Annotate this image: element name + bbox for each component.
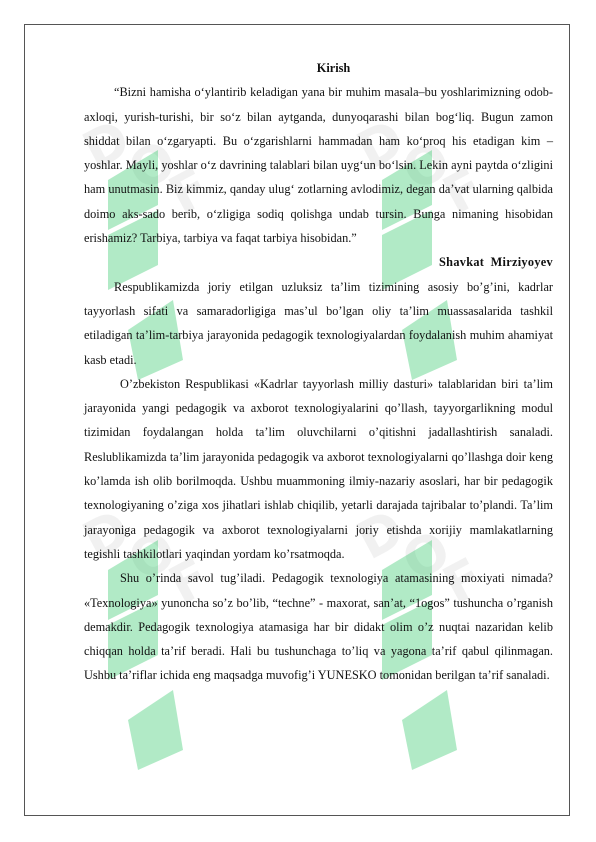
svg-text:F: F xyxy=(159,157,220,227)
document-body xyxy=(84,56,553,688)
epigraph-author: Shavkat Mirziyoyev xyxy=(439,255,553,270)
svg-text:O: O xyxy=(118,129,187,204)
body-paragraph: Respublikamizda joriy etilgan uzluksiz ta’lim tizimining asosiy bo’g’ini, kadrlar tayyorlash sifati va samaradorligiga mas’ul bo’lgan oliy ta’lim muassasalarida tashkil etiladigan ta’lim-tarbiya jarayonida pedagogik texnologiyalardan foydalanish muhim ahamiyat kasb etadi. xyxy=(84,279,553,367)
svg-text:O: O xyxy=(392,129,461,204)
svg-text:D: D xyxy=(73,498,140,572)
svg-text:O: O xyxy=(118,519,187,594)
svg-text:O: O xyxy=(392,519,461,594)
body-paragraph: O’zbekiston Respublikasi «Kadrlar tayyorlash milliy dasturi» talablaridan biri ta’lim jarayonida yangi pedagogik va axborot texnologiyalarini qo’llash, tayyorgarlikning modul tizimidan foydalangan holda ta’lim oluvchilarni o’qitishni jadallashtirish sanaladi. Reslublikamizda ta’lim jarayonida pedagogik va axborot texnologiyalarni qo’llashga doir keng ko’lamda ish olib borilmoqda. Ushbu muammoning ilmiy-nazariy asoslari, har bir pedagogik texnologiyaning o’ziga xos jihatlari ishlab chiqilib, yetarli darajada tajribalar to’plandi. Ta’lim jarayoniga pedagogik va axborot texnologiyalarni joriy etishda xorijiy mamlakatlarning tegishli tashkilotlari yaqindan yordam ko’rsatmoqda. xyxy=(84,376,553,561)
svg-text:D: D xyxy=(347,108,414,182)
svg-text:D: D xyxy=(347,498,414,572)
document-title: Kirish xyxy=(316,61,351,75)
svg-text:F: F xyxy=(159,547,220,617)
svg-text:F: F xyxy=(433,547,494,617)
body-paragraph: Shu o’rinda savol tug’iladi. Pedagogik texnologiya atamasining moxiyati nimada? «Texnologiya» yunoncha so’z bo’lib, “techne” - maxorat, san’at, “1ogos” tushuncha o’rganish demakdir. Pedagogik texnologiya atamasiga har bir didakt olim o’z nuqtai nazaridan kelib chiqqan holda ta’rif beradi. Hali bu tushunchaga to’liq va yagona ta’rif qabul qilinmagan. Ushbu ta’riflar ichida eng maqsadga muvofig’i YUNESKO tomonidan berilgan ta’rif sanaladi. xyxy=(84,571,553,683)
svg-text:F: F xyxy=(433,157,494,227)
epigraph-quote: “Bizni hamisha o‘ylantirib keladigan yana bir muhim masala–bu yoshlarimizning odob-axloqi, yurish-turishi, bir so‘z bilan aytganda, dunyoqarashi bilan bog‘liq. Bugun zamon shiddat bilan o‘zgaryapti. Bu o‘zgarishlarni hammadan ham ko‘proq his etadigan kim – yoshlar. Mayli, yoshlar o‘z davrining talablari bilan uyg‘un bo‘lsin. Lekin ayni paytda o‘zligini ham unutmasin. Biz kimmiz, qanday ulug‘ zotlarning avlodimiz, degan da’vat ularning qalbida doimo aks-sado berib, o‘zligiga sodiq qolishga undab tursin. Bunga nimaning hisobidan erishamiz? Tarbiya, tarbiya va faqat tarbiya hisobidan.” xyxy=(84,85,553,246)
svg-text:D: D xyxy=(73,108,140,182)
